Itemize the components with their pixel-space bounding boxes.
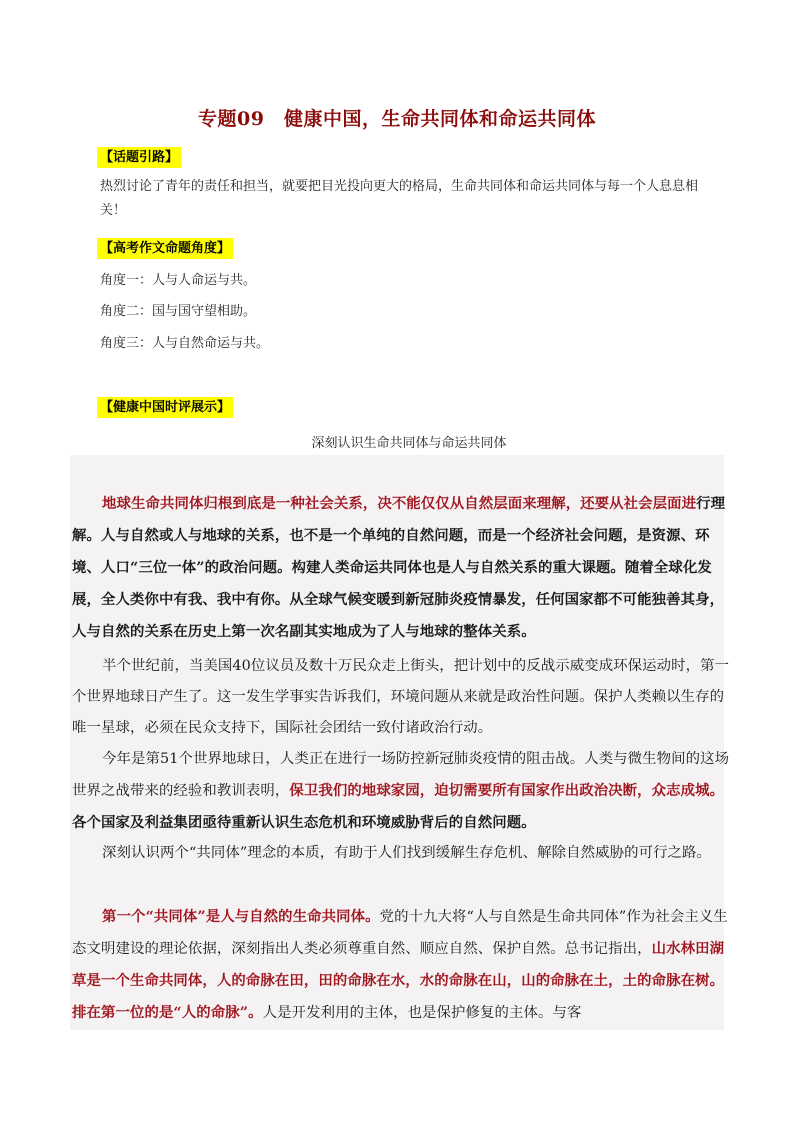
angles-heading: 【高考作文命题角度】 [97,238,233,259]
angle-item-3: 角度三：人与自然命运与共。 [100,336,270,351]
angle-item-2: 角度二：国与国守望相助。 [100,304,257,319]
p3-text-c: 各个国家及利益集团亟待重新认识生态危机和环境威胁背后的自然问题。 [72,814,536,831]
review-heading: 【健康中国时评展示】 [97,397,233,418]
p4-text: 深刻认识两个“共同体”理念的本质，有助于人们找到缓解生存危机、解除自然威胁的可行之路。 [102,845,712,861]
angle-item-1: 角度一：人与人命运与共。 [100,273,257,288]
topic-text: 热烈讨论了青年的责任和担当，就要把目光投向更大的格局，生命共同体和命运共同体与每一个人息息相关！ [100,179,699,218]
p5-highlight-a: 第一个“共同体”是人与自然的生命共同体。 [102,908,380,925]
p5-text-d: 人是开发利用的主体，也是保护修复的主体。与客 [262,1005,582,1021]
p5-highlight-c: 山水林田湖草是一个生命共同体，人的命脉在田，田的命脉在水，水的命脉在山，山的命脉在土，土的命脉在树。排在第一位的是“人的命脉”。 [72,940,725,1021]
article-title: 深刻认识生命共同体与命运共同体 [311,436,507,451]
article-paragraph-2 [72,651,732,744]
document-title: 专题09 健康中国，生命共同体和命运共同体 [198,108,596,130]
p1-text: 行理解。人与自然或人与地球的关系，也不是一个单纯的自然问题，而是一个经济社会问题，是资源、环境、人口“三位一体”的政治问题。构建人类命运共同体也是人与自然关系的重大课题。随着全球化发展，全人类你中有我、我中有你。从全球气候变暖到新冠肺炎疫情暴发，任何国家都不可能独善其身，人与自然的关系在历史上第一次名副其实地成为了人与地球的整体关系。 [72,495,726,640]
topic-heading: 【话题引路】 [97,147,181,168]
p3-text-a: 今年是第51个世界地球日，人类正在进行一场防控新冠肺炎疫情的阻击战。人类与微生物间的这场世界之战带来的经验和教训表明， [72,751,730,799]
article-paragraph-5 [72,901,732,1029]
p1-highlight: 地球生命共同体归根到底是一种社会关系，决不能仅仅从自然层面来理解，还要从社会层面进 [102,495,697,512]
article-paragraph-3 [72,744,732,839]
article-paragraph-4 [72,838,732,869]
p2-text: 半个世纪前，当美国40位议员及数十万民众走上街头，把计划中的反战示威变成环保运动时，第一个世界地球日产生了。这一发生学事实告诉我们，环境问题从来就是政治性问题。保护人类赖以生存的唯一星球，必须在民众支持下，国际社会团结一致付诸政治行动。 [72,658,730,736]
article-paragraph-1 [72,488,732,648]
p5-text-b: 党的十九大将“人与自然是生命共同体”作为社会主义生态文明建设的理论依据，深刻指出人类必须尊重自然、顺应自然、保护自然。总书记指出， [72,909,728,957]
p3-highlight: 保卫我们的地球家园，迫切需要所有国家作出政治决断，众志成城。 [289,782,725,799]
